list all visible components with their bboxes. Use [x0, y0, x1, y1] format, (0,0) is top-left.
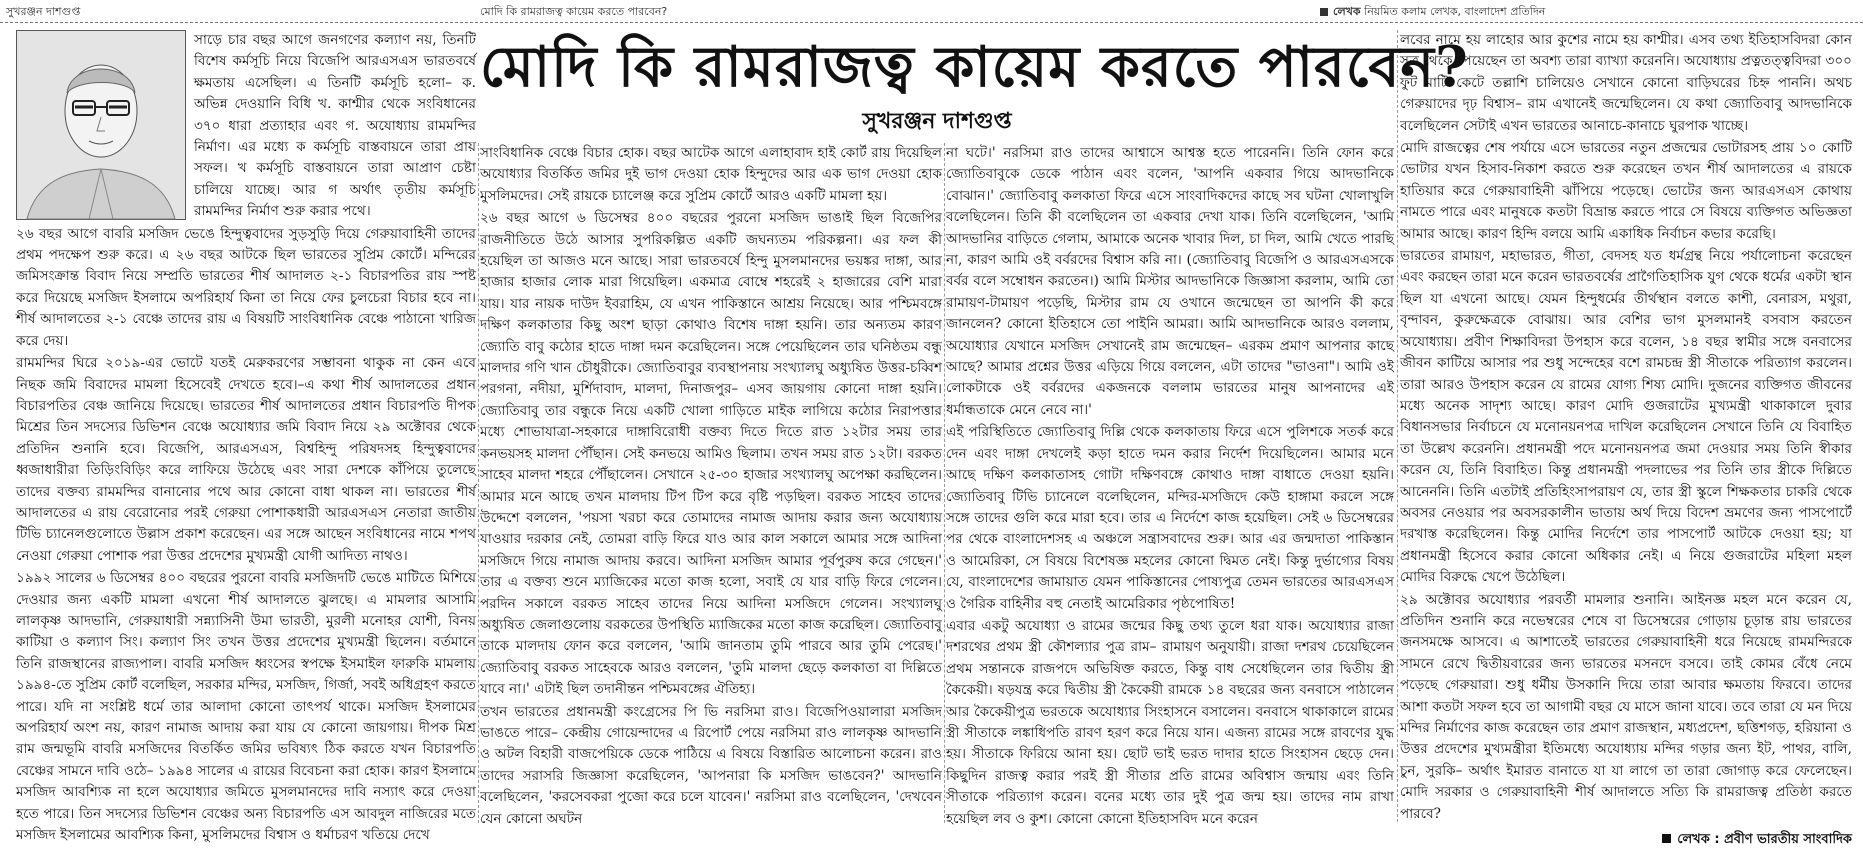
column-3-paragraph: এবার একটু অযোধ্যা ও রামের জন্মের কিছু তথ্য তুলে ধরা যাক। অযোধ্যার রাজা দশরথের প্রথম স্ত্রী কৌশল্যার পুত্র রাম– রামায়ণ অনুযায়ী। রাজা দশরথ চেয়েছিলেন প্রথম সন্তানকে রাজপদে অভিষিক্ত করতে, কিন্তু বাধ সেধেছিলেন তার দ্বিতীয় স্ত্রী কৈকেয়ী। ষড়যন্ত্র করে দ্বিতীয় স্ত্রী কৈকেয়ী রামকে ১৪ বছরের জন্য বনবাসে পাঠালেন আর কৈকেয়ীপুত্র ভরতকে অযোধ্যার সিংহাসনে বসালেন। বনবাসে থাকাকালে রামের স্ত্রী সীতাকে লঙ্কাধিপতি রাবণ হরণ করে নিয়ে যান। এজন্য রামের সঙ্গে রাবণের যুদ্ধ হয়। সীতাকে ফিরিয়ে আনা হয়। ছোট ভাই ভরত দাদার হাতে সিংহাসন ছেড়ে দেন। কিছুদিন রাজত্ব করার পরই স্ত্রী সীতার প্রতি রামের অবিশ্বাস জন্মায় এবং তিনি সীতাকে পরিত্যাগ করেন। বনের মধ্যে তার দুই পুত্র জন্ম হয়। তাদের নাম রাখা হয়েছিল লব ও কুশ। কোনো কোনো ইতিহাসবিদ মনে করেন	[946, 617, 1394, 827]
column-rule	[944, 143, 945, 823]
author-note-label: লেখক :	[1677, 832, 1720, 848]
strip-writer	[1320, 3, 1545, 22]
author-photo	[16, 30, 186, 220]
top-strip	[0, 0, 1863, 23]
column-4-paragraph: ২৯ অক্টোবর অযোধ্যার পরবর্তী মামলার শুনানি। আইনজ্ঞ মহল মনে করেন যে, প্রতিদিন শুনানি করে নভেম্বরের শেষে বা ডিসেম্বরের গোড়ায় চূড়ান্ত রায় ভারতের জনসমক্ষে আসবে। এ আশাতেই ভারতের গেরুয়াবাহিনী ধরে নিয়েছে রামমন্দিরকে সামনে রেখে দ্বিতীয়বারের জন্য ভারতের মসনদে বসবে। তাই কোমর বেঁধে নেমে পড়েছে গেরুয়ারা। শুধু ধর্মীয় উসকানি দিয়ে তারা আবার ক্ষমতায় ফিরবে। তাদের আশা কতটা সফল হবে তা আগামী বছর যে মাসে জানা যাবে। তবে তারা যে মন দিয়ে মন্দির নির্মাণের কাজ করেছেন তার প্রমাণ রাজস্থান, মধ্যপ্রদেশ, ছত্তিশগড়, হরিয়ানা ও উত্তর প্রদেশের মুখ্যমন্ত্রীরা ইতিমধ্যে অযোধ্যায় মন্দির গড়ার জন্য ইট, পাথর, বালি, চুন, সুরকি– অর্থাৎ ইমারত বানাতে যা যা লাগে তা তারা জোগাড় করে ফেলেছেন। মোদি সরকার ও গেরুয়াবাহিনী শীর্ষ আদালতে সত্যি কি রামরাজত্ব প্রতিষ্ঠা করতে পারবে?	[1400, 591, 1852, 822]
column-1-paragraph: ১৯৯২ সালের ৬ ডিসেম্বর ৪০০ বছরের পুরনো বাবরি মসজিদটি ভেঙে মাটিতে মিশিয়ে দেওয়ার জন্য একটি মামলা এখনো শীর্ষ আদালতে ঝুলছে। এ মামলার আসামি লালকৃষ্ণ আদভানি, গেরুয়াধারী সন্ন্যাসিনী উমা ভারতী, মুরলী মনোহর যোশী, বিনয় কাটিয়া ও কল্যাণ সিং। কল্যাণ সিং তখন উত্তর প্রদেশের মুখ্যমন্ত্রী ছিলেন। বর্তমানে তিনি রাজস্থানের রাজ্যপাল। বাবরি মসজিদ ধ্বংসের স্বপক্ষে ইসমাইল ফারুকি মামলায় ১৯৯৪-তে সুপ্রিম কোর্ট বলেছিল, সরকার মন্দির, মসজিদ, গির্জা, সবই অধিগ্রহণ করতে পারে। যদি না সংশ্লিষ্ট ধর্মে তার আলাদা কোনো তাৎপর্য থাকে। মসজিদ ইসলামের অপরিহার্য অংশ নয়, কারণ নামাজ আদায় করা যায় যে কোনো জায়গায়। দীপক মিশ্র রাম জন্মভূমি বাবরি মসজিদের বিতর্কিত জমির ভবিষ্যৎ ঠিক করতে যখন বিচারপতি বেঞ্চের সামনে দাবি ওঠে– ১৯৯৪ সালের এ রায়ের বিবেচনা করা হোক। কারণ ইসলামে মসজিদ আবশ্যিক না হলে অযোধ্যার জমিতে মুসলমানদের দাবি নস্যাৎ করে দেওয়া হতে পারে। তিন সদস্যের ডিভিশন বেঞ্চের অন্য বিচারপতি এস আবদুল নাজিরের মতে মসজিদ ইসলামের আবশ্যিক কিনা, মুসলিমদের বিশ্বাস ও ধর্মাচরণ খতিয়ে দেখে	[16, 570, 476, 844]
article-column-2	[480, 143, 942, 827]
strip-middle-text: মোদি কি রামরাজত্ব কায়েম করতে পারবেন?	[480, 5, 668, 18]
column-4-paragraph: ভারতের রামায়ণ, মহাভারত, গীতা, বেদসহ যত ধর্মগ্রন্থ নিয়ে পর্যালোচনা করেছেন এবং করছেন তারা মনে করেন ভারতবর্ষের প্রাগৈতিহাসিক যুগ থেকে ধর্মের একটা স্থান ছিল যা এখনো আছে। যেমন হিন্দুধর্মের তীর্থস্থান বলতে কাশী, বেনারস, মথুরা, বৃন্দাবন, কুরুক্ষেত্রকে বোঝায়। আর বেশির ভাগ মুসলমানই বসবাস করতেন অযোধ্যায়। প্রবীণ শিক্ষাবিদরা উপহাস করে বলেন, ১৪ বছর স্বামীর সঙ্গে বনবাসের জীবন কাটিয়ে আসার পর শুধু সন্দেহের বশে রামচন্দ্র স্ত্রী সীতাকে পরিত্যাগ করলেন। তারা আরও উপহাস করেন যে রামের যোগ্য শিষ্য মোদি। দুজনের ব্যক্তিগত জীবনের মধ্যে অনেক সাদৃশ্য আছে। কারণ মোদি গুজরাটের মুখ্যমন্ত্রী থাকাকালে দুবার বিধানসভার নির্বাচনে যে মনোনয়নপত্র দাখিল করেছিলেন সেখানে তিনি যে বিবাহিত তা উল্লেখ করেননি। প্রধানমন্ত্রী পদে মনোনয়নপত্র জমা দেওয়ার সময় তিনি স্বীকার করেন যে, তিনি বিবাহিত। কিন্তু প্রধানমন্ত্রী পদলাভের পর তিনি তার স্ত্রীকে দিল্লিতে আনেননি। তিনি এতটাই প্রতিহিংসাপরায়ণ যে, তার স্ত্রী স্কুলে শিক্ষকতার চাকরি থেকে অবসর নেওয়ার পর অবসরকালীন ভাতায় অর্থ দিয়ে বিদেশ ভ্রমণের জন্য পাসপোর্টে দরখাস্ত করেছিলেন। কিন্তু মোদির নির্দেশে তার পাসপোর্ট আটকে দেওয়া হয়; যা প্রধানমন্ত্রী হিসেবে করার কোনো অধিকার নেই। এ নিয়ে গুজরাটের মহিলা মহল মোদির বিরুদ্ধে খেপে উঠেছিল।	[1400, 248, 1853, 586]
author-portrait-image	[17, 31, 185, 219]
article-byline: সুখরঞ্জন দাশগুপ্ত	[862, 108, 1012, 134]
strip-writer-label: লেখক	[1333, 5, 1361, 18]
bullet-square-icon	[1320, 8, 1328, 16]
author-note	[1400, 829, 1852, 850]
column-3-paragraph: এই পরিস্থিতিতে জ্যোতিবাবু দিল্লি থেকে কলকাতায় ফিরে এসে পুলিশকে সতর্ক করে দেন এবং দাঙ্গা দেখলেই কড়া হাতে দমন করার নির্দেশ দিয়েছিলেন। আমার মনে আছে দক্ষিণ কলকাতাসহ গোটা দক্ষিণবঙ্গে কোথাও দাঙ্গা বাধাতে দেওয়া হয়নি। জ্যোতিবাবু টিভি চ্যানেলে বলেছিলেন, মন্দির-মসজিদে কেউ হাঙ্গামা করলে সঙ্গে সঙ্গে তাদের গুলি করে মারা হবে। তার এ নির্দেশে কাজ হয়েছিল। সেই ৬ ডিসেম্বরের পর থেকে বাংলাদেশসহ এ অঞ্চলে সন্ত্রাসবাদের শুরু। আর এর জন্মদাতা পাকিস্তান ও আমেরিকা, সে বিষয়ে বিশেষজ্ঞ মহলের কোনো দ্বিমত নেই। কিন্তু দুর্ভাগ্যের বিষয় যে, বাংলাদেশের জামায়াত যেমন পাকিস্তানের পোষ্যপুত্র তেমন ভারতের আরএসএস ও গৈরিক বাহিনীর বহু নেতাই আমেরিকার পৃষ্ঠপোষিত!	[946, 424, 1394, 612]
column-4-paragraph: লবের নামে হয় লাহোর আর কুশের নামে হয় কাশ্মীর। এসব তথ্য ইতিহাসবিদরা কোন সূত্র থেকে পেয়েছেন তা অবশ্য তারা ব্যাখ্যা করেননি। অযোধ্যায় প্রত্নতত্ত্ববিদরা ৩০০ ফুট মাটি কেটে তল্লাশি চালিয়েও সেখানে কোনো বাড়িঘরের চিহ্ন পাননি। অথচ গেরুয়াদের দৃঢ় বিশ্বাস– রাম এখানেই জন্মেছিলেন। যে কথা জ্যোতিবাবু আদভানিকে বলেছিলেন সেটাই এখন ভারতের আনাচে-কানাচে ঘুরপাক খাচ্ছে।	[1400, 32, 1852, 134]
strip-writer-text: নিয়মিত কলাম লেখক, বাংলাদেশ প্রতিদিন	[1364, 5, 1546, 18]
column-rule	[1397, 30, 1398, 822]
article-column-1	[16, 30, 476, 844]
article-headline: মোদি কি রামরাজত্ব কায়েম করতে পারবেন?	[480, 34, 1469, 100]
column-rule	[478, 143, 479, 823]
author-note-text: প্রবীণ ভারতীয় সাংবাদিক	[1724, 832, 1852, 848]
column-1-paragraph: রামমন্দির ঘিরে ২০১৯-এর ভোটে যতই মেরুকরণের সম্ভাবনা থাকুক না কেন এবে নিছক জমি বিবাদের মামলা হিসেবেই দেখতে হবে।–এ কথা শীর্ষ আদালতের প্রধান বিচারপতির বেঞ্চ জানিয়ে দিয়েছে। ভারতের শীর্ষ আদালতের প্রধান বিচারপতি দীপক মিশ্রের তিন সদস্যের ডিভিশন বেঞ্চে অযোধ্যার জমি বিবাদ নিয়ে ২৯ অক্টোবর থেকে প্রতিদিন শুনানি হবে। বিজেপি, আরএসএস, বিশ্বহিন্দু পরিষদসহ হিন্দুত্ববাদের ধ্বজাধারীরা তিড়িংবিড়িং করে লাফিয়ে উঠেছে এবং সারা দেশকে কাঁপিয়ে তুলেছে তাদের বক্তব্য রামমন্দির বানানোর পথে আর কোনো বাধা থাকল না। ভারতের শীর্ষ আদালতের এ রায় বেরোনোর পরই গেরুয়া পোশাকধারী আরএসএস নেতারা জাতীয় টিভি চ্যানেলগুলোতে উল্লাস প্রকাশ করেছেন। এর সঙ্গে আছেন সংবিধানের নামে শপথ নেওয়া গেরুয়া পোশাক পরা উত্তর প্রদেশের মুখ্যমন্ত্রী যোগী আদিত্য নাথও।	[16, 355, 476, 564]
column-2-paragraph: সাংবিধানিক বেঞ্চে বিচার হোক। বছর আটেক আগে এলাহাবাদ হাই কোর্ট রায় দিয়েছিল অযোধ্যার বিতর্কিত জমির দুই ভাগ দেওয়া হোক হিন্দুদের আর এক ভাগ দেওয়া হোক মুসলিমদের। সেই রায়কে চ্যালেঞ্জ করে সুপ্রিম কোর্টে আরও একটি মামলা হয়।	[480, 145, 942, 204]
column-3-paragraph: না ঘটে।' নরসিমা রাও তাদের আশ্বাসে আশ্বস্ত হতে পারেননি। তিনি ফোন করে জ্যোতিবাবুকে ডেকে পাঠান এবং বলেন, 'আপনি একবার গিয়ে আদভানিকে বোঝান।' জ্যোতিবাবু কলকাতা ফিরে এসে সাংবাদিকদের কাছে সব ঘটনা খোলাখুলি বলেছিলেন। তিনি কী বলেছিলেন তা একবার দেখা যাক। তিনি বলেছিলেন, 'আমি আদভানির বাড়িতে গেলাম, আমাকে অনেক খাবার দিল, চা দিল, আমি খেতে পারছি না, কারণ আমি ওই বর্বরদের বিশ্বাস করি না। (জ্যোতিবাবু বিজেপি ও আরএসএসকে বর্বর বলে সম্বোধন করতেন।) আমি মিস্টার আদভানিকে জিজ্ঞাসা করলাম, আমি তো রামায়ণ-টামায়ণ পড়েছি, মিস্টার রাম যে ওখানে জন্মেছেন তা আপনি কী করে জানলেন? কোনো ইতিহাসে তো পাইনি আমরা। আমি আদভানিকে আরও বললাম, অযোধ্যার যেখানে মসজিদ সেখানেই রাম জন্মেছেন– এরকম প্রমাণ আপনার কাছে আছে? আমার প্রশ্নের উত্তর এড়িয়ে গিয়ে বললেন, এটা তাদের "ভাওনা"। আমি ওই লোকটাকে ওই বর্বরদের একজনকে বললাম ভারতের মানুষ আপনাদের এই ধর্মান্ধতাকে মেনে নেবে না।'	[946, 145, 1394, 418]
strip-left-text: সুখরঞ্জন দাশগুপ্ত	[6, 5, 81, 18]
column-2-paragraph: ২৬ বছর আগে ৬ ডিসেম্বর ৪০০ বছরের পুরনো মসজিদ ভাঙাই ছিল বিজেপির রাজনীতিতে উঠে আসার সুপরিকল্পিত একটি জঘন্যতম পরিকল্পনা। এর ফল কী হয়েছিল তা আজও মনে আছে। সারা ভারতবর্ষে হিন্দু মুসলমানদের ভয়ঙ্কর দাঙ্গা, আর হাজার হাজার লোক মারা গিয়েছিল। একমাত্র বোম্বে শহরেই ২ হাজারের বেশি মারা যায়। যার নায়ক দাউদ ইবরাহিম, যে এখন পাকিস্তানে আশ্রয় নিয়েছে। আর পশ্চিমবঙ্গে দক্ষিণ কলকাতার কিছু অংশ ছাড়া কোথাও বিশেষ দাঙ্গা হয়নি। তার অন্যতম কারণ জ্যোতি বাবু কঠোর হাতে দাঙ্গা দমন করেছিলেন। সঙ্গে পেয়েছিলেন তার ঘনিষ্ঠতম বন্ধু মালদার গণি খান চৌধুরীকে। জ্যোতিবাবুর ব্যবস্থাপনায় সংখ্যালঘু অধ্যুষিত উত্তর-চব্বিশ পরগনা, নদীয়া, মুর্শিদাবাদ, মালদা, দিনাজপুর– এসব জায়গায় কোনো দাঙ্গা হয়নি। জ্যোতিবাবু তার বন্ধুকে নিয়ে একটি খোলা গাড়িতে মাইক লাগিয়ে কঠোর নিরাপত্তার মধ্যে শোভাযাত্রা-সহকারে দাঙ্গাবিরোধী বক্তব্য দিতে দিতে রাত ১২টার সময় তার কনভয়সহ মালদা পৌঁছান। সেই কনভয়ে আমিও ছিলাম। তখন সময় রাত ১২টা। বরকত সাহেব মালদা শহরে পৌঁছালেন। সেখানে ২৫-৩০ হাজার সংখ্যালঘু অপেক্ষা করছিলেন। আমার মনে আছে তখন মালদায় টিপ টিপ করে বৃষ্টি পড়ছিল। বরকত সাহেব তাদের উদ্দেশে বললেন, 'পয়সা খরচা করে তোমাদের নামাজ আদায় করার জন্য অযোধ্যায় যাওয়ার দরকার নেই, তোমরা বাড়ি ফিরে যাও আর কাল সকালে আমার সঙ্গে আদিনা মসজিদে গিয়ে নামাজ আদায় করবে। আদিনা মসজিদ আমার পূর্বপুরুষ করে গেছেন।' তার এ বক্তব্য শুনে ম্যাজিকের মতো কাজ হলো, সবাই যে যার বাড়ি ফিরে গেলেন। পরদিন সকালে বরকত সাহেব তাদের নিয়ে আদিনা মসজিদে গেলেন। সংখ্যালঘু অধ্যুষিত জেলাগুলোয় বরকতের উপস্থিতি ম্যাজিকের মতো কাজ করেছিল। জ্যোতিবাবু তাকে মালদায় ফোন করে বললেন, 'আমি জানতাম তুমি পারবে আর তুমি পেরেছ।' জ্যোতিবাবু বরকত সাহেবকে আরও বললেন, 'তুমি মালদা ছেড়ে কলকাতা বা দিল্লিতে যাবে না।' এটাই ছিল তদানীন্তন পশ্চিমবঙ্গের ঐতিহ্য।	[480, 210, 942, 698]
headline-block	[480, 30, 1469, 136]
column-1-paragraph: সাড়ে চার বছর আগে জনগণের কল্যাণ নয়, তিনটি বিশেষ কর্মসূচি নিয়ে বিজেপি আরএসএস ভারতবর্ষে ক্ষমতায় এসেছিল। এ তিনটি কর্মসূচি হলো– ক. অভিন্ন দেওয়ানি বিধি খ. কাশ্মীর থেকে সংবিধানের ৩৭০ ধারা প্রত্যাহার এবং গ. অযোধ্যায় রামমন্দির নির্মাণ। এর মধ্যে ক কর্মসূচি বাস্তবায়নে তারা প্রায় সফল। খ কর্মসূচি বাস্তবায়নে তারা আপ্রাণ চেষ্টা চালিয়ে যাচ্ছে। আর গ অর্থাৎ তৃতীয় কর্মসূচি রামমন্দির নির্মাণ শুরু করার পথে।	[194, 32, 476, 220]
article-column-4	[1400, 30, 1853, 848]
article-column-3	[946, 143, 1394, 827]
column-4-paragraph: মোদি রাজত্বের শেষ পর্যায়ে এসে ভারতের নতুন প্রজন্মের ভোটারসহ প্রায় ১০ কোটি ভোটার যখন হিসাব-নিকাশ করতে শুরু করেছেন তখন শীর্ষ আদালতের এ রায়কে হাতিয়ার করে গেরুয়াবাহিনী ঝাঁপিয়ে পড়েছে। ভোটের জন্য আরএসএস কোথায় নামতে পারে এবং মানুষকে কতটা বিভ্রান্ত করতে পারে সে বিষয়ে ব্যক্তিগত অভিজ্ঞতা আমার আছে। কারণ হিন্দি বলয়ে আমি একাধিক নির্বাচন কভার করেছি।	[1400, 140, 1852, 242]
column-1-paragraph: ২৬ বছর আগে বাবরি মসজিদ ভেঙে হিন্দুত্ববাদের সুড়সুড়ি দিয়ে গেরুয়াবাহিনী তাদের প্রথম পদক্ষেপ শুরু করে। এ ২৬ বছর আটকে ছিল ভারতের সুপ্রিম কোর্টে। মন্দিরের জমিসংক্রান্ত বিবাদ নিয়ে সম্প্রতি ভারতের শীর্ষ আদালত ২-১ বিচারপতির রায় স্পষ্ট করে দিয়েছে মসজিদ ইসলামে অপরিহার্য কিনা তা নিয়ে ফের চুলচেরা বিচার হবে না। শীর্ষ আদালতের ২-১ বেঞ্চে তাদের রায় এ বিষয়টি সাংবিধানিক বেঞ্চে পাঠানো খারিজ করে দেয়।	[16, 225, 476, 349]
bullet-square-icon	[1662, 834, 1671, 843]
column-2-paragraph: তখন ভারতের প্রধানমন্ত্রী কংগ্রেসের পি ভি নরসিমা রাও। বিজেপিওয়ালারা মসজিদ ভাঙতে পারে– কেন্দ্রীয় গোয়েন্দাদের এ রিপোর্ট পেয়ে নরসিমা রাও লালকৃষ্ণ আদভানি ও অটল বিহারী বাজপেয়িকে ডেকে পাঠিয়ে এ বিষয়ে বিস্তারিত আলোচনা করেন। রাও তাদের সরাসরি জিজ্ঞাসা করেছিলেন, 'আপনারা কি মসজিদ ভাঙবেন?' আদভানি বলেছিলেন, 'করসেবকরা পুজো করে চলে যাবেন।' নরসিমা রাও বলেছিলেন, 'দেখবেন যেন কোনো অঘটন	[480, 703, 942, 827]
